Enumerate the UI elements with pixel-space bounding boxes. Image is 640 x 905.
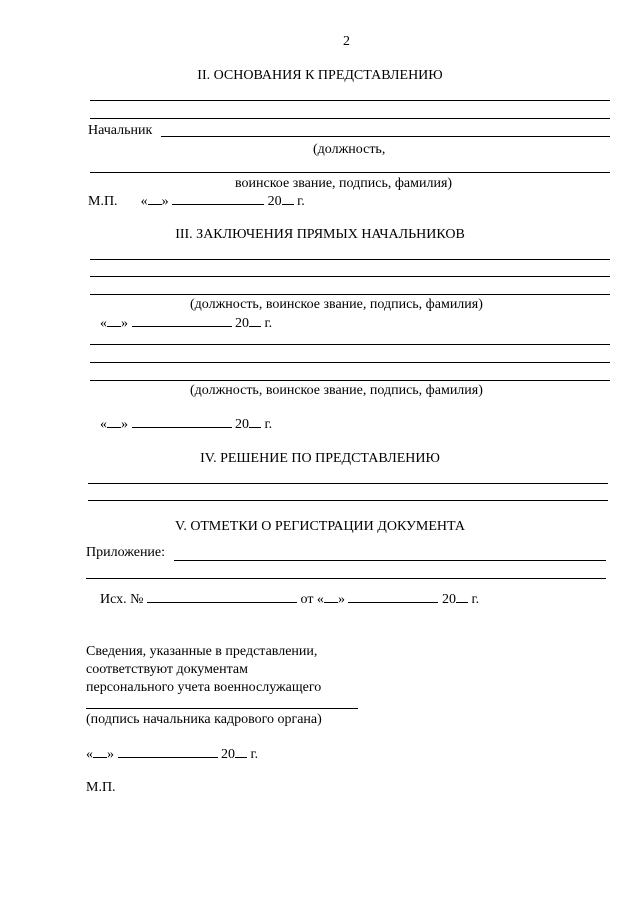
section-5-title: V. ОТМЕТКИ О РЕГИСТРАЦИИ ДОКУМЕНТА (175, 519, 465, 534)
chief-fill-line (161, 136, 610, 137)
verification-line-3: персонального учета военнослужащего (86, 680, 322, 695)
section-2-title: II. ОСНОВАНИЯ К ПРЕДСТАВЛЕНИЮ (197, 68, 443, 83)
year-suffix: г. (264, 417, 273, 432)
quote-close: » (337, 592, 345, 607)
fill-line (90, 362, 610, 363)
date-row-2 (100, 418, 272, 432)
fill-line (90, 118, 610, 119)
rank-caption: воинское звание, подпись, фамилия) (235, 176, 453, 191)
stamp-label: М.П. (88, 194, 118, 209)
outgoing-number-blank (147, 602, 297, 603)
month-blank (132, 326, 232, 327)
fill-line (90, 344, 610, 345)
quote-open: « (140, 194, 148, 209)
day-blank (107, 326, 121, 327)
section-3-title: III. ЗАКЛЮЧЕНИЯ ПРЯМЫХ НАЧАЛЬНИКОВ (175, 227, 465, 242)
year-suffix: г. (250, 747, 259, 762)
day-blank (324, 602, 338, 603)
section-4-title: IV. РЕШЕНИЕ ПО ПРЕДСТАВЛЕНИЮ (200, 451, 440, 466)
conclusion-caption-1: (должность, воинское звание, подпись, фамилия) (190, 297, 483, 312)
month-blank (172, 204, 264, 205)
year-prefix: 20 (441, 592, 456, 607)
year-suffix: г. (471, 592, 480, 607)
year-blank (235, 757, 247, 758)
verification-line-2: соответствуют документам (86, 662, 249, 677)
fill-line (90, 100, 610, 101)
fill-line (90, 259, 610, 260)
signature-line (86, 708, 358, 709)
year-prefix: 20 (235, 316, 249, 331)
attachment-label: Приложение: (86, 545, 166, 560)
quote-close: » (107, 747, 114, 762)
outgoing-row (100, 593, 479, 607)
year-blank (282, 204, 294, 205)
year-prefix: 20 (221, 747, 235, 762)
year-suffix: г. (297, 194, 305, 209)
year-blank (456, 602, 468, 603)
quote-close: » (121, 417, 128, 432)
verification-date-row (86, 748, 258, 762)
position-caption: (должность, (313, 142, 386, 157)
day-blank (148, 204, 162, 205)
conclusion-caption-2: (должность, воинское звание, подпись, фамилия) (190, 383, 483, 398)
fill-line (88, 483, 608, 484)
year-suffix: г. (264, 316, 273, 331)
fill-line (90, 294, 610, 295)
day-blank (93, 757, 107, 758)
verification-line-1: Сведения, указанные в представлении, (86, 644, 318, 659)
fill-line (88, 500, 608, 501)
fill-line (86, 578, 606, 579)
year-blank (249, 427, 261, 428)
month-blank (132, 427, 232, 428)
fill-line (90, 276, 610, 277)
year-prefix: 20 (267, 194, 282, 209)
year-blank (249, 326, 261, 327)
quote-open: « (100, 316, 107, 331)
month-blank (118, 757, 218, 758)
attachment-fill-line (174, 560, 606, 561)
from-label: от « (300, 592, 324, 607)
outgoing-label: Исх. № (100, 592, 144, 607)
page-number: 2 (343, 34, 350, 49)
quote-close: » (121, 316, 128, 331)
date-row-1 (100, 317, 272, 331)
fill-line (90, 380, 610, 381)
day-blank (107, 427, 121, 428)
verification-stamp-label: М.П. (86, 780, 116, 795)
quote-open: « (86, 747, 93, 762)
quote-open: « (100, 417, 107, 432)
signature-caption: (подпись начальника кадрового органа) (86, 712, 322, 727)
month-blank (348, 602, 438, 603)
quote-close: » (161, 194, 169, 209)
chief-label: Начальник (88, 123, 153, 138)
stamp-date-row (88, 195, 305, 209)
fill-line (90, 172, 610, 173)
year-prefix: 20 (235, 417, 249, 432)
